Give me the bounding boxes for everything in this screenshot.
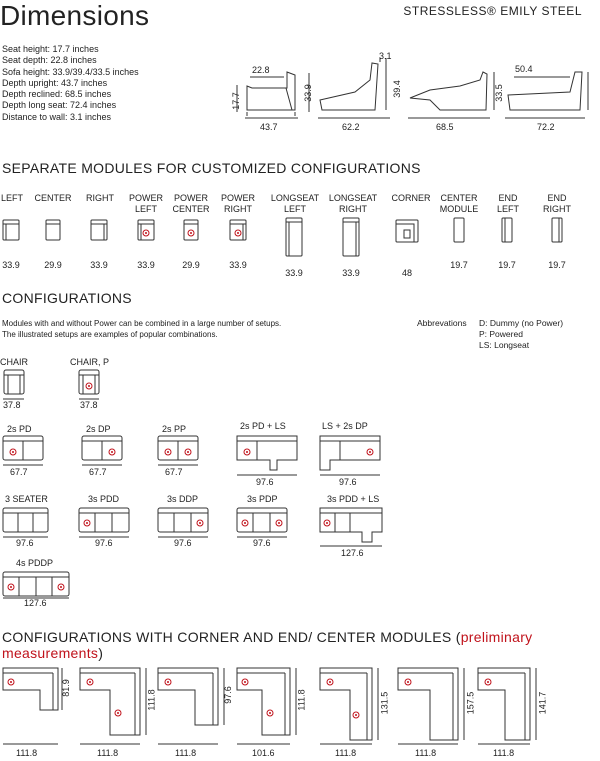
module-dim: 19.7: [498, 260, 516, 270]
section-corner-heading: CONFIGURATIONS WITH CORNER AND END/ CENTER MODULES (preliminary measurements): [2, 629, 533, 661]
dim-depth-upright: 43.7: [260, 122, 278, 132]
module-dim: 33.9: [342, 268, 360, 278]
module-dim: 33.9: [2, 260, 20, 270]
corner-dim-depth: 111.8: [146, 689, 157, 711]
module-label-power-left: POWER LEFT: [128, 193, 163, 214]
module-label-corner: CORNER: [391, 193, 431, 203]
config-label: 2s PP: [162, 424, 187, 434]
module-dim: 29.9: [182, 260, 200, 270]
corner-dim-depth: 81.9: [60, 679, 71, 697]
config-label: 3s PDD: [88, 494, 120, 504]
dim-depth-2: 62.2: [342, 122, 360, 132]
config-dim: 97.6: [16, 538, 34, 548]
module-icons: [3, 218, 562, 256]
config-dim: 127.6: [24, 598, 47, 608]
config-label: 3s DDP: [167, 494, 199, 504]
module-label-right: RIGHT: [86, 193, 114, 203]
module-label-end-left: END LEFT: [496, 193, 519, 214]
module-label-center-module: CENTER MODULE: [439, 193, 479, 214]
module-dim: 19.7: [450, 260, 468, 270]
corner-dim-width: 111.8: [335, 748, 357, 758]
spec-item: Depth long seat: 72.4 inches: [2, 100, 117, 111]
side-view-longseat: [505, 72, 588, 118]
dim-depth-longseat: 72.2: [537, 122, 555, 132]
config-label: 3s PDD + LS: [327, 494, 380, 504]
config-dim: 67.7: [89, 467, 107, 477]
corner-config-icons: [3, 668, 530, 740]
config-note: Modules with and without Power can be combined in a large number of setups. The illustrated setups are examples of popular combinations.: [2, 319, 282, 339]
corner-dim-width: 111.8: [97, 748, 119, 758]
config-label: 3 SEATER: [5, 494, 48, 504]
module-dim: 33.9: [137, 260, 155, 270]
config-label: CHAIR: [0, 357, 29, 367]
module-dim: 19.7: [548, 260, 566, 270]
corner-dim-depth: 157.5: [465, 691, 476, 715]
config-dim: 97.6: [256, 477, 274, 487]
config-dim: 97.6: [95, 538, 113, 548]
dim-height-2: 39.4: [391, 80, 402, 98]
dim-height-3: 33.5: [493, 84, 504, 102]
abbreviations-list: D: Dummy (no Power) P: Powered LS: Longseat: [479, 318, 564, 350]
module-label-end-right: END RIGHT: [543, 193, 571, 214]
dim-longseat-width: 50.4: [515, 64, 533, 74]
corner-dim-width: 111.8: [493, 748, 515, 758]
corner-dim-width: 111.8: [175, 748, 197, 758]
corner-dim-width: 101.6: [252, 748, 275, 758]
config-label: 2s PD: [7, 424, 32, 434]
corner-dim-depth: 141.7: [537, 691, 548, 715]
config-dim: 67.7: [165, 467, 183, 477]
corner-dim-width: 111.8: [415, 748, 437, 758]
module-label-left: LEFT: [0, 193, 23, 203]
spec-item: Sofa height: 33.9/39.4/33.5 inches: [2, 66, 139, 77]
config-dim: 37.8: [80, 400, 98, 410]
dim-depth-reclined: 68.5: [436, 122, 454, 132]
module-label-center: CENTER: [34, 193, 72, 203]
side-view-upright: [237, 72, 309, 118]
config-label: CHAIR, P: [70, 357, 110, 367]
corner-dim-depth: 111.8: [296, 689, 307, 711]
module-dim: 33.9: [285, 268, 303, 278]
config-label: 4s PDDP: [16, 558, 54, 568]
dim-seat-height: 17.7: [230, 92, 241, 110]
spec-item: Depth upright: 43.7 inches: [2, 77, 108, 88]
config-dim: 67.7: [10, 467, 28, 477]
config-dim: 127.6: [341, 548, 364, 558]
spec-item: Seat height: 17.7 inches: [2, 44, 99, 54]
module-dim: 29.9: [44, 260, 62, 270]
module-label-power-right: POWER RIGHT: [220, 193, 255, 214]
module-dim: 33.9: [229, 260, 247, 270]
module-dim: 48: [401, 268, 412, 278]
config-label: 2s DP: [86, 424, 111, 434]
abbreviations-title: Abbrevations: [417, 318, 467, 328]
module-label-power-center: POWER CENTER: [172, 193, 210, 214]
section-configurations-heading: CONFIGURATIONS: [2, 290, 132, 306]
corner-dim-depth: 97.6: [222, 686, 233, 704]
corner-dimension-lines: [3, 668, 536, 744]
config-label: 3s PDP: [247, 494, 278, 504]
brand-label: STRESSLESS® EMILY STEEL: [403, 4, 582, 18]
config-dim: 97.6: [253, 538, 271, 548]
spec-item: Distance to wall: 3.1 inches: [2, 111, 112, 122]
config-label: 2s PD + LS: [240, 421, 286, 431]
spec-item: Depth reclined: 68.5 inches: [2, 89, 112, 100]
spec-item: Seat depth: 22.8 inches: [2, 55, 97, 66]
power-markers: [143, 230, 241, 236]
page-title: Dimensions: [0, 0, 150, 31]
module-label-longseat-left: LONGSEAT LEFT: [270, 193, 320, 214]
dim-wall: 3.1: [379, 51, 392, 61]
config-dim: 37.8: [3, 400, 21, 410]
corner-dim-depth: 131.5: [379, 691, 390, 715]
config-power-markers: [8, 383, 373, 590]
section-modules-heading: SEPARATE MODULES FOR CUSTOMIZED CONFIGURATIONS: [2, 160, 421, 176]
config-icons: [3, 370, 382, 596]
config-label: LS + 2s DP: [322, 421, 368, 431]
module-dim: 33.9: [90, 260, 108, 270]
side-view-reclined: [318, 58, 390, 118]
module-label-longseat-right: LONGSEAT RIGHT: [328, 193, 378, 214]
dim-seat-depth: 22.8: [252, 65, 270, 75]
side-view-full-recline: [408, 72, 494, 118]
corner-dim-width: 111.8: [16, 748, 38, 758]
config-dim: 97.6: [174, 538, 192, 548]
dim-height-1: 33.9: [302, 84, 313, 102]
config-dim: 97.6: [339, 477, 357, 487]
